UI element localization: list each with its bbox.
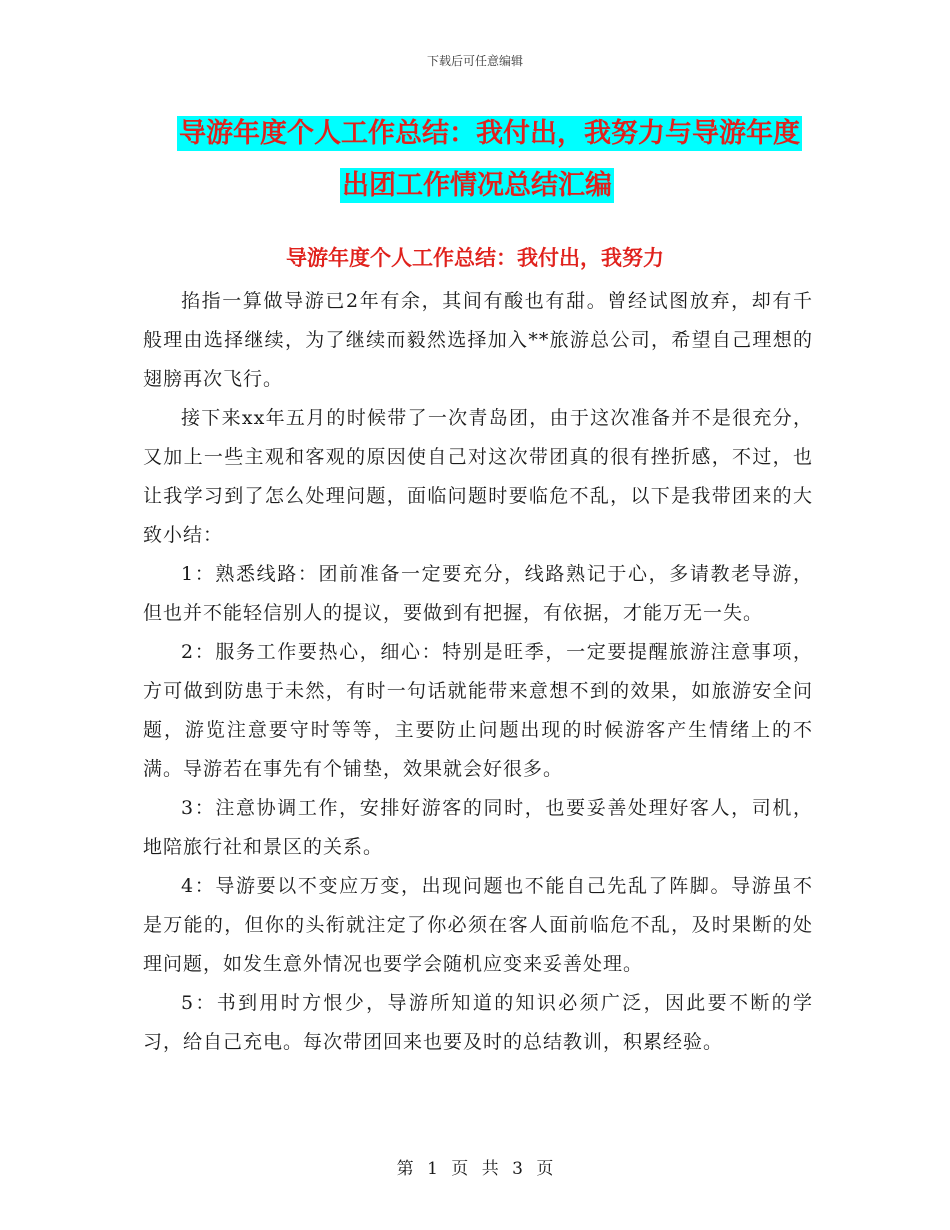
paragraph-point-4: 4：导游要以不变应万变，出现问题也不能自己先乱了阵脚。导游虽不是万能的，但你的头衔就注定了你必须在客人面前临危不乱，及时果断的处理问题，如发生意外情况也要学会随机应变来妥善处理。 [143, 875, 813, 975]
section-title: 导游年度个人工作总结：我付出，我努力 [286, 246, 664, 270]
footer-total-prefix: 共 [481, 1159, 499, 1179]
paragraph-point-5: 5：书到用时方恨少，导游所知道的知识必须广泛，因此要不断的学习，给自己充电。每次带团回来也要及时的总结教训，积累经验。 [143, 992, 813, 1053]
footer-total-pages: 3 [512, 1159, 523, 1179]
document-title-line-2 [140, 160, 820, 212]
paragraph-intro: 掐指一算做导游已2年有余，其间有酸也有甜。曾经试图放弃，却有千般理由选择继续，为了继续而毅然选择加入**旅游总公司，希望自己理想的翅膀再次飞行。 [143, 290, 813, 390]
footer-total-suffix: 页 [536, 1159, 554, 1179]
paragraph-qingdao: 接下来xx年五月的时候带了一次青岛团，由于这次准备并不是很充分，又加上一些主观和客观的原因使自己对这次带团真的很有挫折感，不过，也让我学习到了怎么处理问题，面临问题时要临危不乱，以下是我带团来的大致小结： [143, 407, 813, 546]
body-text [143, 282, 813, 1062]
page-footer [0, 1154, 950, 1179]
document-title-line-1 [140, 108, 820, 160]
footer-page-prefix: 第 [396, 1159, 414, 1179]
header-note: 下载后可任意编辑 [426, 54, 523, 68]
paragraph-point-2: 2：服务工作要热心，细心：特别是旺季，一定要提醒旅游注意事项，方可做到防患于未然，有时一句话就能带来意想不到的效果，如旅游安全问题，游览注意要守时等等，主要防止问题出现的时候游客产生情绪上的不满。导游若在事先有个铺垫，效果就会好很多。 [143, 641, 813, 780]
document-title [140, 108, 820, 212]
paragraph-point-3: 3：注意协调工作，安排好游客的同时，也要妥善处理好客人，司机，地陪旅行社和景区的关系。 [143, 797, 813, 858]
footer-page-label: 页 [451, 1159, 469, 1179]
paragraph-point-1: 1：熟悉线路：团前准备一定要充分，线路熟记于心，多请教老导游，但也并不能轻信别人的提议，要做到有把握，有依据，才能万无一失。 [143, 563, 813, 624]
title-highlight-1: 导游年度个人工作总结：我付出，我努力与导游年度 [179, 118, 800, 149]
title-highlight-2: 出团工作情况总结汇编 [342, 170, 612, 201]
footer-page-number: 1 [427, 1159, 438, 1179]
